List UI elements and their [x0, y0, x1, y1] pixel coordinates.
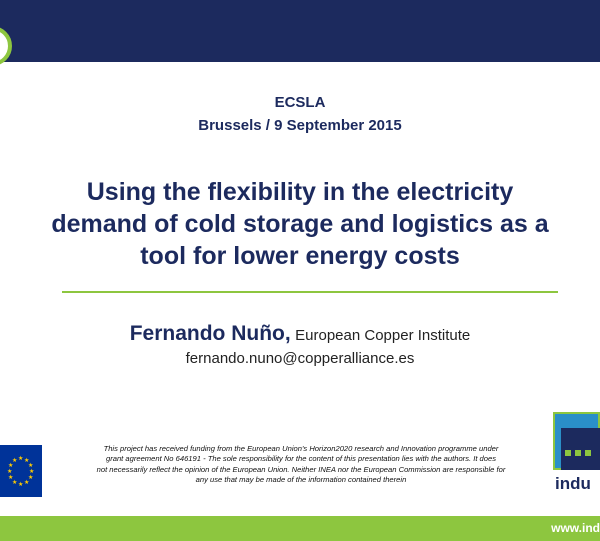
- slide-title: [40, 176, 560, 272]
- funding-disclaimer: [52, 444, 550, 486]
- event-name: ECSLA: [274, 94, 326, 111]
- disclaimer-line-4: any use that may be made of the information contained therein: [195, 475, 407, 485]
- author-line: [0, 322, 600, 346]
- footer-band: [0, 516, 600, 541]
- title-line-2: demand of cold storage and logistics as a: [51, 210, 549, 238]
- title-line-1: Using the flexibility in the electricity: [86, 178, 514, 206]
- header-band: [0, 0, 600, 62]
- author-name: Fernando Nuño,: [129, 322, 291, 345]
- title-line-3: tool for lower energy costs: [140, 242, 460, 270]
- factory-building: [561, 428, 600, 470]
- title-divider: [62, 291, 558, 293]
- event-place-date: Brussels / 9 September 2015: [198, 117, 402, 134]
- factory-window: [565, 450, 571, 456]
- eu-flag-icon: ★ ★ ★ ★ ★ ★ ★ ★ ★ ★ ★ ★: [0, 445, 42, 497]
- disclaimer-line-1: This project has received funding from the European Union's Horizon2020 research and Innovation programme under: [103, 444, 499, 453]
- factory-window: [585, 450, 591, 456]
- disclaimer-line-2: grant agreement No 646191 - The sole responsibility for the content of this presentation lies with the authors. It does: [105, 454, 497, 464]
- author-organization: European Copper Institute: [295, 327, 471, 344]
- disclaimer-line-3: not necessarily reflect the opinion of the European Union. Neither INEA nor the European Commission are responsible for: [96, 464, 506, 474]
- project-logo: [553, 412, 600, 500]
- footer-url[interactable]: www.ind: [551, 521, 600, 535]
- factory-window: [575, 450, 581, 456]
- factory-icon: [553, 412, 600, 470]
- project-logo-word: indu: [555, 474, 591, 493]
- author-email: fernando.nuno@copperalliance.es: [185, 350, 415, 367]
